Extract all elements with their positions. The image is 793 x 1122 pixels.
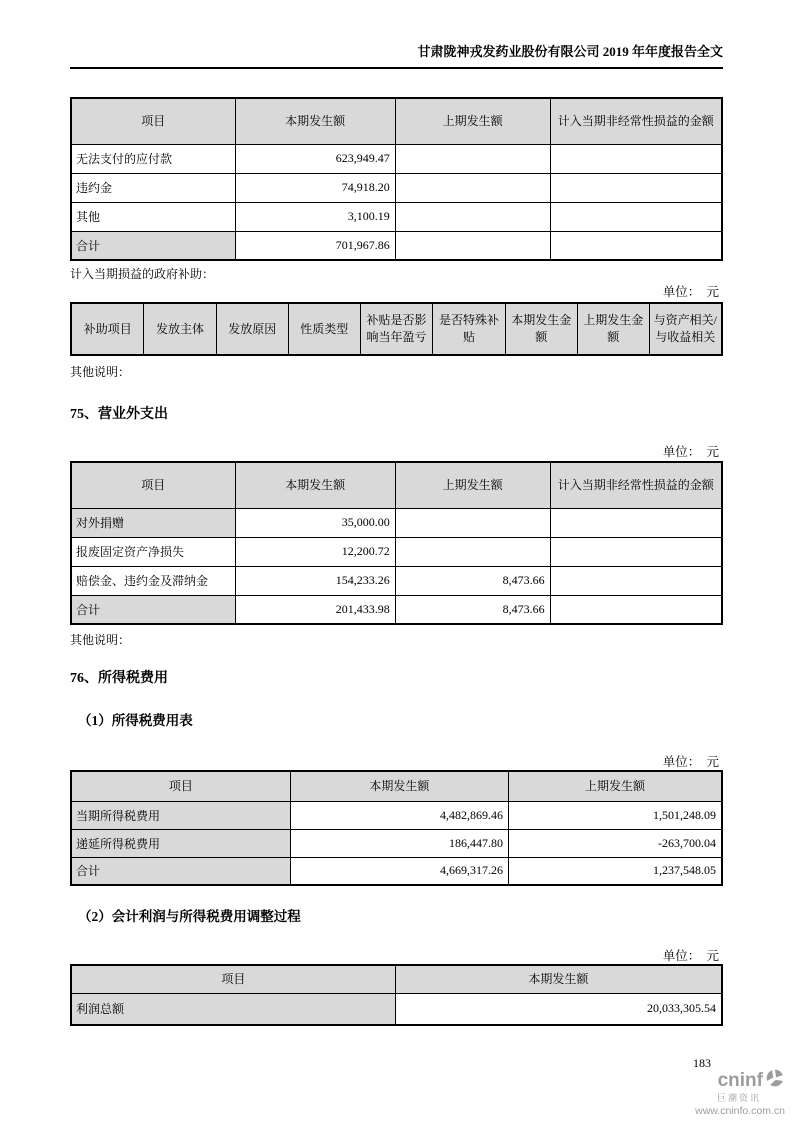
col-header-current-amount: 本期发生金额 — [505, 303, 577, 355]
cell-current: 20,033,305.54 — [395, 993, 722, 1025]
cell-current: 35,000.00 — [235, 508, 395, 537]
section-76-title: 76、所得税费用 — [70, 671, 168, 686]
col-header-item: 项目 — [71, 98, 235, 144]
cell-prior — [395, 508, 550, 537]
cell-item-total: 合计 — [71, 857, 290, 885]
document-header-title: 甘肃陇神戎发药业股份有限公司 2019 年年度报告全文 — [417, 44, 723, 59]
cell-current: 12,200.72 — [235, 537, 395, 566]
page-number: 183 — [693, 1056, 711, 1070]
cninfo-chinese-name: 巨潮资讯 — [716, 1093, 761, 1103]
unit-label: 单位： 元 — [662, 285, 719, 299]
cell-prior-total: 8,473.66 — [395, 595, 550, 624]
cell-prior — [395, 144, 550, 173]
col-header-current: 本期发生额 — [235, 462, 395, 508]
unit-label: 单位： 元 — [662, 445, 719, 459]
other-note: 其他说明： — [70, 633, 131, 647]
cell-current: 154,233.26 — [235, 566, 395, 595]
cell-current-total: 4,669,317.26 — [290, 857, 508, 885]
col-header-prior: 上期发生额 — [395, 462, 550, 508]
cell-item: 报废固定资产净损失 — [71, 537, 235, 566]
cell-item: 利润总额 — [71, 993, 395, 1025]
nonpayable-items-table — [70, 97, 723, 261]
table-row — [71, 202, 722, 231]
table-row — [71, 801, 722, 829]
col-header-grantor: 发放主体 — [144, 303, 216, 355]
col-header-current: 本期发生额 — [235, 98, 395, 144]
cell-prior-total — [395, 231, 550, 260]
table-row — [71, 829, 722, 857]
table-header-row — [71, 771, 722, 801]
table-header-row — [71, 462, 722, 508]
col-header-nonrecurring: 计入当期非经常性损益的金额 — [550, 98, 722, 144]
table-header-row — [71, 303, 722, 355]
cell-item: 对外捐赠 — [71, 508, 235, 537]
col-header-prior: 上期发生额 — [395, 98, 550, 144]
cell-prior: 8,473.66 — [395, 566, 550, 595]
table-row — [71, 537, 722, 566]
cninfo-logo — [665, 1068, 785, 1118]
table-row — [71, 566, 722, 595]
income-tax-expense-table — [70, 770, 723, 886]
cell-item-total: 合计 — [71, 595, 235, 624]
cell-item: 无法支付的应付款 — [71, 144, 235, 173]
col-header-nature: 性质类型 — [288, 303, 360, 355]
table-header-row — [71, 965, 722, 993]
cell-nonrecurring — [550, 173, 722, 202]
cell-item: 其他 — [71, 202, 235, 231]
cell-prior — [395, 202, 550, 231]
col-header-asset-income-related: 与资产相关/与收益相关 — [649, 303, 722, 355]
cell-prior — [395, 173, 550, 202]
cell-current-total: 701,967.86 — [235, 231, 395, 260]
col-header-current: 本期发生额 — [395, 965, 722, 993]
cninfo-brand-text: cninf — [717, 1070, 763, 1091]
cell-item: 当期所得税费用 — [71, 801, 290, 829]
col-header-current: 本期发生额 — [290, 771, 508, 801]
cell-current-total: 201,433.98 — [235, 595, 395, 624]
col-header-nonrecurring: 计入当期非经常性损益的金额 — [550, 462, 722, 508]
cell-nonrecurring — [550, 537, 722, 566]
cninfo-url: www.cninfo.com.cn — [695, 1105, 785, 1117]
col-header-grant-item: 补助项目 — [71, 303, 144, 355]
cell-nonrecurring-total — [550, 595, 722, 624]
section-75-title: 75、营业外支出 — [70, 407, 168, 422]
table-row — [71, 173, 722, 202]
cell-nonrecurring — [550, 508, 722, 537]
table-row-total — [71, 595, 722, 624]
cell-nonrecurring — [550, 144, 722, 173]
col-header-item: 项目 — [71, 462, 235, 508]
cell-prior: 1,501,248.09 — [508, 801, 722, 829]
cell-item: 赔偿金、违约金及滞纳金 — [71, 566, 235, 595]
col-header-affects-pl: 补贴是否影响当年盈亏 — [360, 303, 433, 355]
table-row-total — [71, 857, 722, 885]
col-header-item: 项目 — [71, 771, 290, 801]
cell-current: 3,100.19 — [235, 202, 395, 231]
col-header-item: 项目 — [71, 965, 395, 993]
cell-item: 递延所得税费用 — [71, 829, 290, 857]
table-row-total — [71, 231, 722, 260]
unit-label: 单位： 元 — [662, 949, 719, 963]
header-divider — [70, 67, 723, 69]
tax-reconciliation-table — [70, 964, 723, 1026]
cell-nonrecurring — [550, 202, 722, 231]
col-header-prior-amount: 上期发生金额 — [577, 303, 649, 355]
cell-item: 违约金 — [71, 173, 235, 202]
table-row — [71, 508, 722, 537]
col-header-special: 是否特殊补贴 — [433, 303, 505, 355]
cell-prior: -263,700.04 — [508, 829, 722, 857]
table-row — [71, 993, 722, 1025]
table-header-row — [71, 98, 722, 144]
unit-label: 单位： 元 — [662, 755, 719, 769]
section-76-sub2-title: （2）会计利润与所得税费用调整过程 — [78, 909, 301, 924]
cell-item-total: 合计 — [71, 231, 235, 260]
cell-nonrecurring — [550, 566, 722, 595]
col-header-reason: 发放原因 — [216, 303, 288, 355]
cell-current: 186,447.80 — [290, 829, 508, 857]
other-note: 其他说明： — [70, 365, 131, 379]
table-row — [71, 144, 722, 173]
cell-nonrecurring-total — [550, 231, 722, 260]
cninfo-swirl-icon — [765, 1068, 785, 1093]
cell-current: 4,482,869.46 — [290, 801, 508, 829]
gov-grants-table — [70, 302, 723, 356]
non-operating-expense-table — [70, 461, 723, 625]
cell-current: 74,918.20 — [235, 173, 395, 202]
gov-grants-intro: 计入当期损益的政府补助： — [70, 267, 215, 281]
cell-prior — [395, 537, 550, 566]
cell-current: 623,949.47 — [235, 144, 395, 173]
section-76-sub1-title: （1）所得税费用表 — [78, 713, 193, 728]
col-header-prior: 上期发生额 — [508, 771, 722, 801]
cell-prior-total: 1,237,548.05 — [508, 857, 722, 885]
